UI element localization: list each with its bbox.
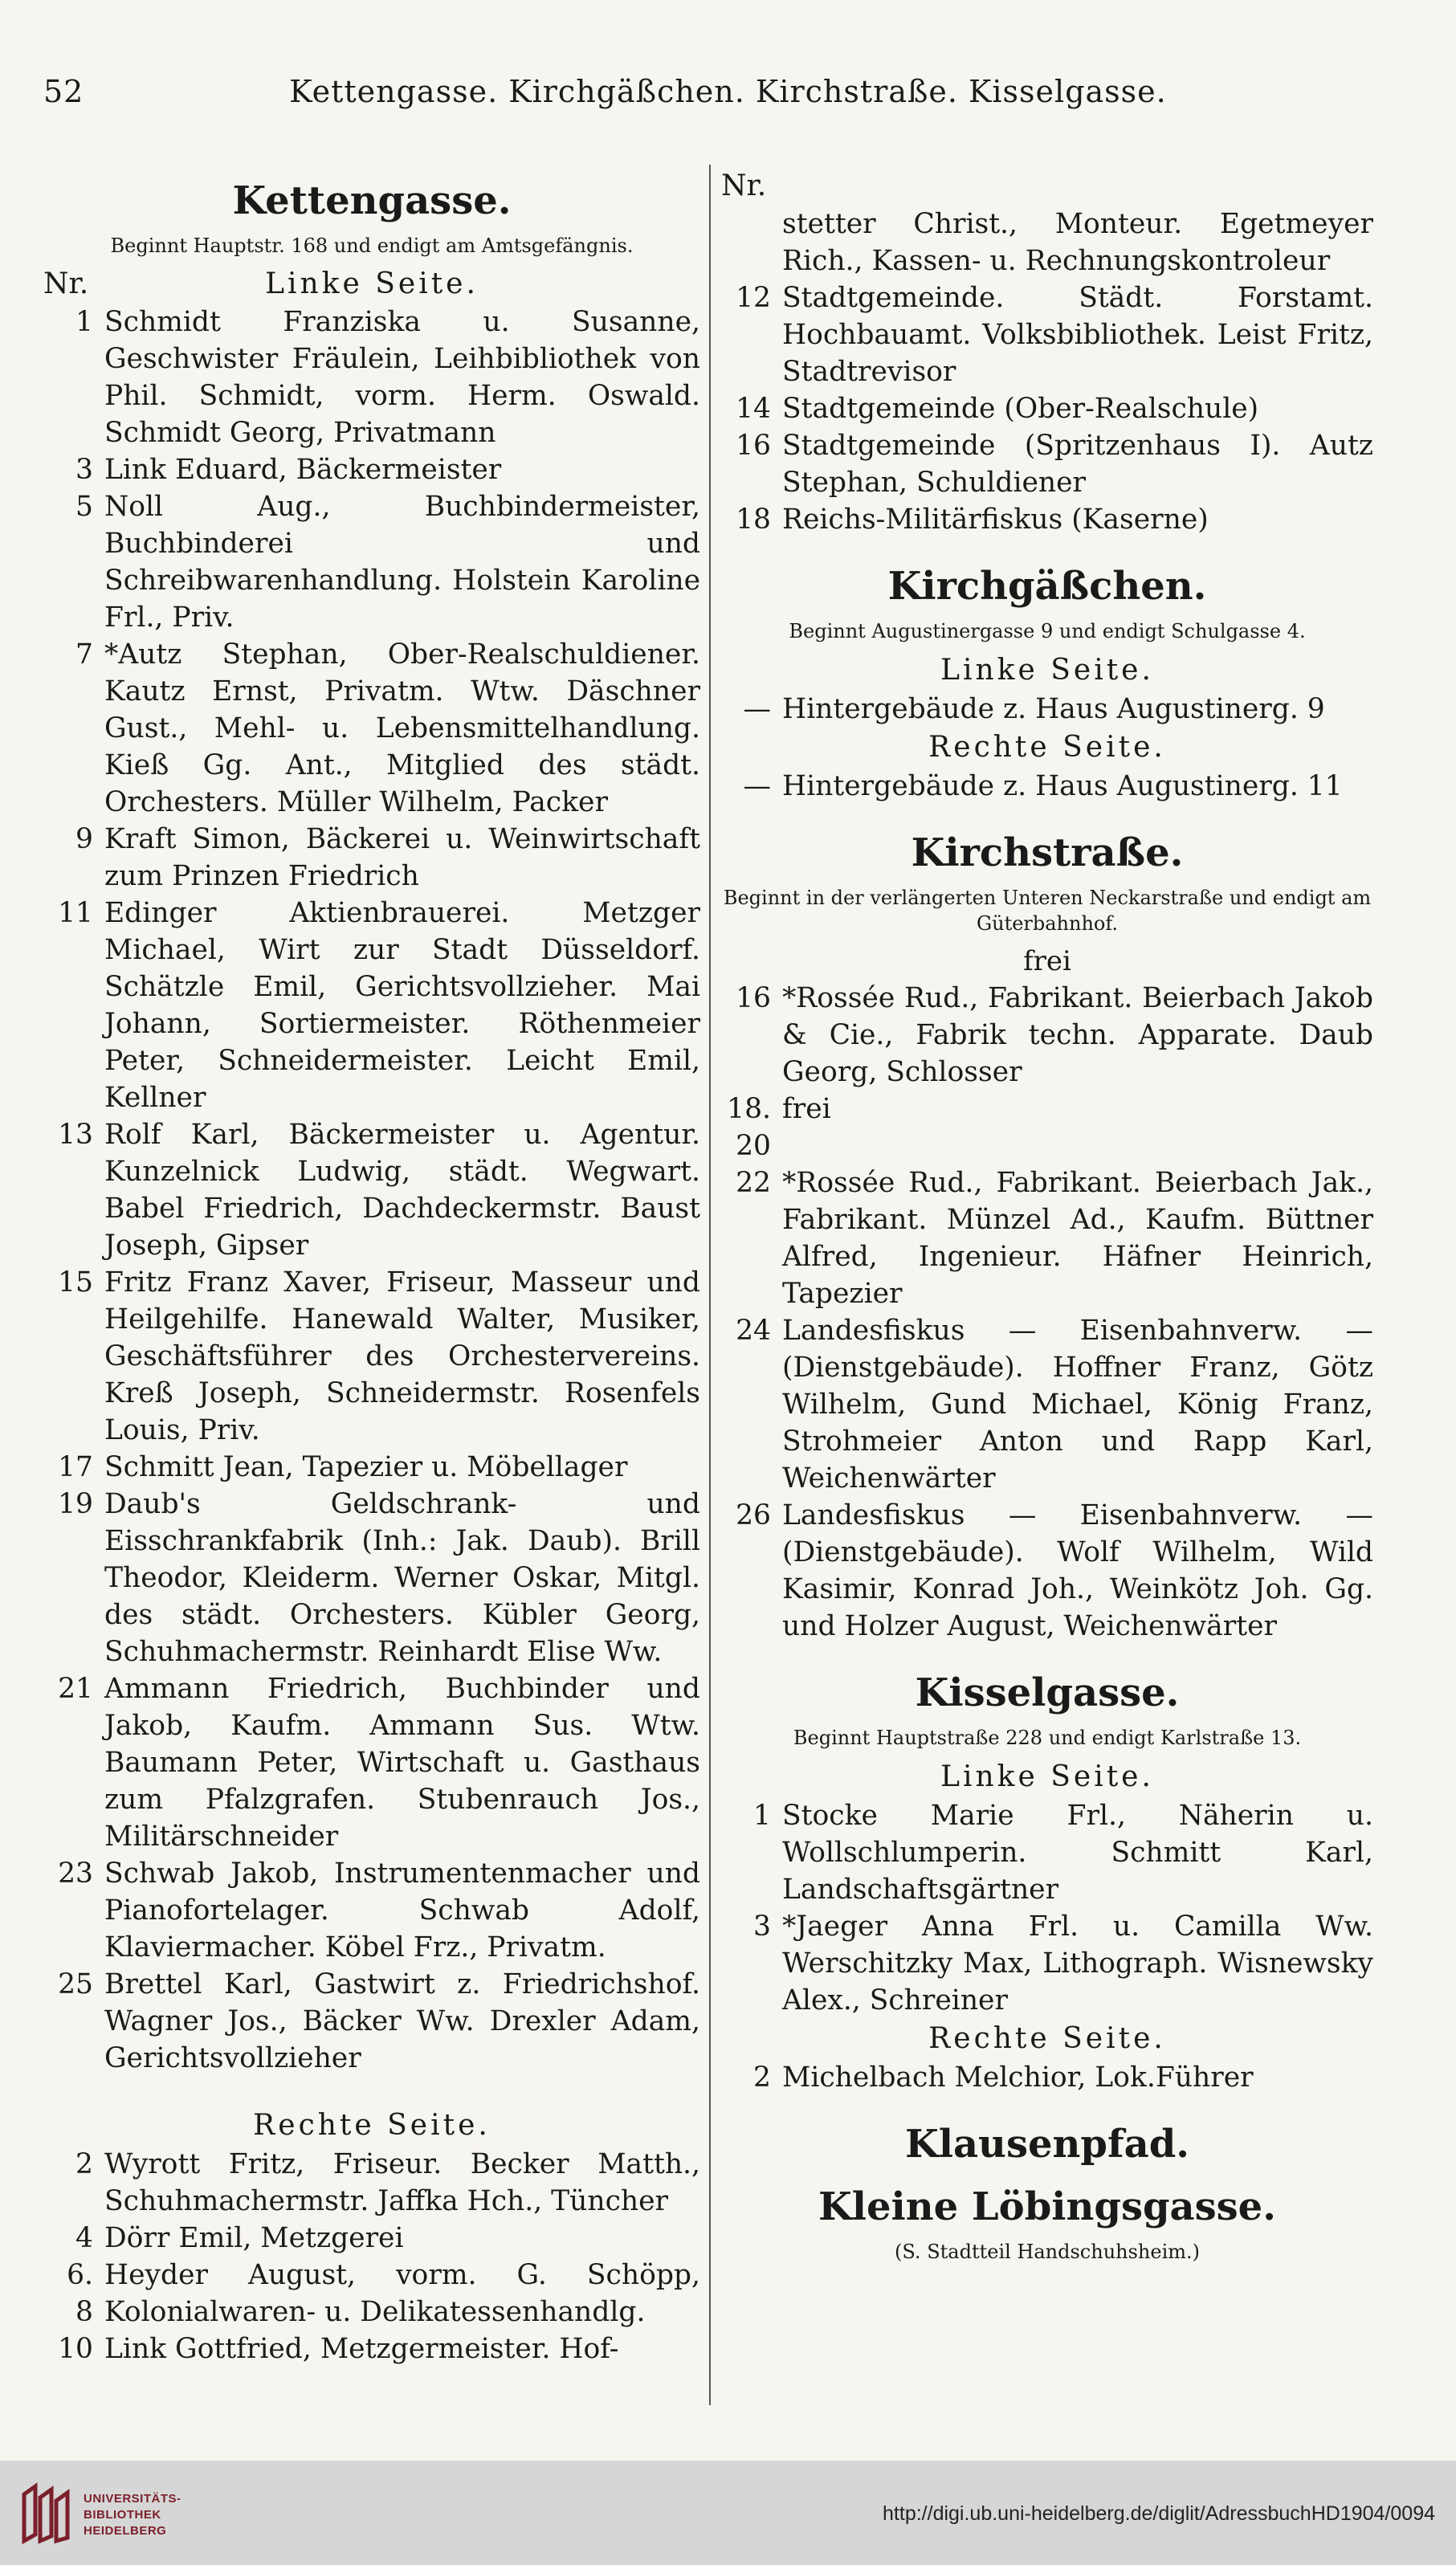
entry-list bbox=[43, 2146, 700, 2367]
list-item bbox=[721, 427, 1373, 501]
library-name-line: UNIVERSITÄTS- bbox=[84, 2492, 181, 2506]
entry-number: 12 bbox=[736, 282, 771, 314]
entry-text: Schmidt Franziska u. Susanne, Geschwister Fräulein, Leihbibliothek von Phil. Schmidt, vorm. Herm. Oswald. Schmidt Georg, Privatmann bbox=[104, 306, 700, 449]
entry-number: 2 bbox=[753, 2061, 771, 2094]
entry-number: 13 bbox=[58, 1119, 93, 1151]
library-name bbox=[84, 2491, 181, 2539]
side-heading-right: Rechte Seite. bbox=[928, 2022, 1166, 2055]
entry-text: Link Gottfried, Metzgermeister. Hof- bbox=[104, 2333, 619, 2365]
list-item bbox=[721, 1091, 1373, 1164]
list-item bbox=[43, 636, 700, 821]
entry-text: frei bbox=[782, 1093, 831, 1125]
list-item bbox=[721, 2059, 1373, 2096]
entry-text: Stadtgemeinde (Spritzenhaus I). Autz Stephan, Schuldiener bbox=[782, 430, 1373, 499]
page-header bbox=[43, 74, 1413, 122]
entry-number: 5 bbox=[75, 491, 93, 523]
entry-text: Edinger Aktienbrauerei. Metzger Michael, Wirt zur Stadt Düsseldorf. Schätzle Emil, Gerichtsvollzieher. Mai Johann, Sortiermeister. Röthenmeier Peter, Schneidermeister. Leicht Emil, Kellner bbox=[104, 897, 700, 1114]
section-title-kirchgaesschen: Kirchgäßchen. bbox=[887, 564, 1207, 609]
entry-list bbox=[721, 980, 1373, 1645]
list-item bbox=[721, 1164, 1373, 1312]
entry-number: 18 bbox=[736, 504, 771, 536]
entry-number: 3 bbox=[75, 454, 93, 486]
library-name-line: HEIDELBERG bbox=[84, 2524, 167, 2538]
footer-bar bbox=[0, 2461, 1456, 2565]
entry-number: 23 bbox=[58, 1857, 93, 1890]
section-title-kettengasse: Kettengasse. bbox=[232, 178, 512, 223]
entry-text: Noll Aug., Buchbindermeister, Buchbinderei und Schreibwarenhandlung. Holstein Karoline Frl., Priv. bbox=[104, 491, 700, 634]
entry-number: 21 bbox=[58, 1673, 93, 1705]
list-item bbox=[721, 1312, 1373, 1497]
list-item bbox=[721, 390, 1373, 427]
section-description: Beginnt Hauptstraße 228 und endigt Karlstraße 13. bbox=[793, 1727, 1302, 1749]
library-name-line: BIBLIOTHEK bbox=[84, 2508, 161, 2522]
entry-text: Kraft Simon, Bäckerei u. Weinwirtschaft zum Prinzen Friedrich bbox=[104, 823, 700, 892]
entry-number: 1 bbox=[75, 306, 93, 338]
section-title-klausenpfad: Klausenpfad. bbox=[905, 2122, 1189, 2167]
entry-number: 16 bbox=[736, 982, 771, 1014]
entry-text: Reichs-Militärfiskus (Kaserne) bbox=[782, 504, 1209, 536]
entry-number: 11 bbox=[58, 897, 93, 929]
list-item bbox=[721, 980, 1373, 1091]
entry-list bbox=[721, 1797, 1373, 2019]
list-item bbox=[43, 451, 700, 488]
list-item bbox=[721, 1908, 1373, 2019]
nr-label: Nr. bbox=[43, 267, 89, 300]
column-head bbox=[43, 265, 700, 304]
list-item bbox=[43, 2331, 700, 2367]
right-column bbox=[721, 167, 1373, 2271]
entry-text: stetter Christ., Monteur. Egetmeyer Rich., Kassen- u. Rechnungskontroleur bbox=[782, 208, 1373, 277]
list-item bbox=[721, 1797, 1373, 1908]
entry-text: Rolf Karl, Bäckermeister u. Agentur. Kunzelnick Ludwig, städt. Wegwart. Babel Friedrich, Dachdeckermstr. Baust Joseph, Gipser bbox=[104, 1119, 700, 1262]
list-item bbox=[43, 304, 700, 451]
entry-text: *Rossée Rud., Fabrikant. Beierbach Jak., Fabrikant. Münzel Ad., Kaufm. Büttner Alfred, Ingenieur. Häfner Heinrich, Tapezier bbox=[782, 1167, 1373, 1310]
running-title: Kettengasse. Kirchgäßchen. Kirchstraße. Kisselgasse. bbox=[289, 74, 1167, 109]
free-note: frei bbox=[1023, 945, 1071, 977]
entry-number: 10 bbox=[58, 2333, 93, 2365]
entry-list bbox=[721, 279, 1373, 538]
entry-number: 16 bbox=[736, 430, 771, 462]
nr-label: Nr. bbox=[721, 169, 767, 202]
list-item bbox=[43, 1486, 700, 1670]
entry-number: 26 bbox=[736, 1499, 771, 1531]
entry-text: Landesfiskus — Eisenbahnverw. — (Dienstgebäude). Hoffner Franz, Götz Wilhelm, Gund Michael, König Franz, Strohmeier Anton und Rapp Karl, Weichenwärter bbox=[782, 1315, 1373, 1495]
side-heading-left: Linke Seite. bbox=[265, 267, 479, 300]
list-item bbox=[43, 2220, 700, 2257]
list-item bbox=[43, 1670, 700, 1855]
section-description: Beginnt Hauptstr. 168 und endigt am Amtsgefängnis. bbox=[110, 234, 634, 257]
section-description: Beginnt Augustinergasse 9 und endigt Schulgasse 4. bbox=[789, 620, 1306, 642]
entry-list bbox=[43, 304, 700, 2077]
entry-number: 22 bbox=[736, 1167, 771, 1199]
entry-text: Ammann Friedrich, Buchbinder und Jakob, Kaufm. Ammann Sus. Wtw. Baumann Peter, Wirtschaft u. Gasthaus zum Pfalzgrafen. Stubenrauch Jos., Militärschneider bbox=[104, 1673, 700, 1853]
list-item bbox=[721, 206, 1373, 279]
entry-text: Schwab Jakob, Instrumentenmacher und Pianofortelager. Schwab Adolf, Klaviermacher. Köbel Frz., Privatm. bbox=[104, 1857, 700, 1964]
entry-number: 15 bbox=[58, 1266, 93, 1299]
side-heading-left: Linke Seite. bbox=[940, 654, 1154, 687]
section-description: (S. Stadtteil Handschuhsheim.) bbox=[894, 2241, 1201, 2263]
entry-number: 9 bbox=[75, 823, 93, 855]
entry-number: — bbox=[743, 770, 771, 802]
list-item bbox=[43, 1116, 700, 1264]
entry-number: 17 bbox=[58, 1451, 93, 1483]
list-item bbox=[43, 895, 700, 1116]
entry-text: Michelbach Melchior, Lok.Führer bbox=[782, 2061, 1254, 2094]
entry-number: 3 bbox=[753, 1910, 771, 1943]
entry-text: Stadtgemeinde (Ober-Realschule) bbox=[782, 393, 1259, 425]
entry-number: 14 bbox=[736, 393, 771, 425]
entry-text: Link Eduard, Bäckermeister bbox=[104, 454, 502, 486]
entry-text: Heyder August, vorm. G. Schöpp, Kolonialwaren- u. Delikatessenhandlg. bbox=[104, 2259, 700, 2328]
entry-number: 7 bbox=[75, 638, 93, 671]
entry-text: Hintergebäude z. Haus Augustinerg. 9 bbox=[782, 693, 1325, 725]
entry-text: Schmitt Jean, Tapezier u. Möbellager bbox=[104, 1451, 628, 1483]
side-heading-right: Rechte Seite. bbox=[928, 731, 1166, 764]
entry-text: Landesfiskus — Eisenbahnverw. — (Dienstgebäude). Wolf Wilhelm, Wild Kasimir, Konrad Joh., Weinkötz Joh. Gg. und Holzer August, Weichenwärter bbox=[782, 1499, 1373, 1642]
left-column bbox=[43, 167, 700, 2367]
side-heading-left: Linke Seite. bbox=[940, 1760, 1154, 1793]
entry-text: *Autz Stephan, Ober-Realschuldiener. Kautz Ernst, Privatm. Wtw. Däschner Gust., Mehl- u. Lebensmittelhandlung. Kieß Gg. Ant., Mitglied des städt. Orchesters. Müller Wilhelm, Packer bbox=[104, 638, 700, 818]
list-item bbox=[43, 821, 700, 895]
entry-number: 19 bbox=[58, 1488, 93, 1520]
section-title-kisselgasse: Kisselgasse. bbox=[915, 1670, 1180, 1715]
entry-list bbox=[721, 2059, 1373, 2096]
source-url-link[interactable]: http://digi.ub.uni-heidelberg.de/diglit/AdressbuchHD1904/0094 bbox=[883, 2502, 1435, 2525]
entry-number: 18. 20 bbox=[727, 1093, 771, 1162]
list-item bbox=[43, 1855, 700, 1966]
entry-text: Daub's Geldschrank- und Eisschrankfabrik (Inh.: Jak. Daub). Brill Theodor, Kleiderm. Werner Oskar, Mitgl. des städt. Orchesters. Kübler Georg, Schuhmachermstr. Reinhardt Elise Ww. bbox=[104, 1488, 700, 1668]
entry-text: *Rossée Rud., Fabrikant. Beierbach Jakob & Cie., Fabrik techn. Apparate. Daub Georg, Schlosser bbox=[782, 982, 1373, 1088]
section-title-kirchstrasse: Kirchstraße. bbox=[911, 830, 1184, 875]
section-description: Beginnt in der verlängerten Unteren Neckarstraße und endigt am Güterbahnhof. bbox=[723, 887, 1372, 935]
entry-text: Brettel Karl, Gastwirt z. Friedrichshof. Wagner Jos., Bäcker Ww. Drexler Adam, Gerichtsvollzieher bbox=[104, 1968, 700, 2074]
list-item bbox=[43, 2257, 700, 2331]
entry-number: — bbox=[743, 693, 771, 725]
library-logo-icon bbox=[16, 2478, 80, 2547]
page-number: 52 bbox=[43, 74, 84, 109]
list-item bbox=[721, 691, 1373, 728]
list-item bbox=[721, 1497, 1373, 1645]
column-divider bbox=[709, 165, 711, 2405]
entry-number: 2 bbox=[75, 2148, 93, 2180]
list-item bbox=[43, 2146, 700, 2220]
list-item bbox=[721, 501, 1373, 538]
list-item bbox=[721, 279, 1373, 390]
entry-number: 24 bbox=[736, 1315, 771, 1347]
entry-text: Dörr Emil, Metzgerei bbox=[104, 2222, 404, 2254]
list-item bbox=[43, 488, 700, 636]
entry-number: 1 bbox=[753, 1800, 771, 1832]
entry-text: Stocke Marie Frl., Näherin u. Wollschlumperin. Schmitt Karl, Landschaftsgärtner bbox=[782, 1800, 1373, 1906]
list-item bbox=[721, 768, 1373, 805]
entry-number: 4 bbox=[75, 2222, 93, 2254]
entry-number: 25 bbox=[58, 1968, 93, 2000]
entry-number: 6. 8 bbox=[67, 2259, 93, 2328]
entry-text: Fritz Franz Xaver, Friseur, Masseur und Heilgehilfe. Hanewald Walter, Musiker, Geschäftsführer des Orchestervereins. Kreß Joseph, Schneidermstr. Rosenfels Louis, Priv. bbox=[104, 1266, 700, 1446]
list-item bbox=[43, 1449, 700, 1486]
entry-text: Hintergebäude z. Haus Augustinerg. 11 bbox=[782, 770, 1343, 802]
entry-text: Wyrott Fritz, Friseur. Becker Matth., Schuhmachermstr. Jaffka Hch., Tüncher bbox=[104, 2148, 700, 2217]
entry-text: *Jaeger Anna Frl. u. Camilla Ww. Werschitzky Max, Lithograph. Wisnewsky Alex., Schreiner bbox=[782, 1910, 1373, 2017]
section-title-kleine-loebingsgasse: Kleine Löbingsgasse. bbox=[818, 2184, 1276, 2229]
entry-text: Stadtgemeinde. Städt. Forstamt. Hochbauamt. Volksbibliothek. Leist Fritz, Stadtrevisor bbox=[782, 282, 1373, 388]
list-item bbox=[43, 1264, 700, 1449]
list-item bbox=[43, 1966, 700, 2077]
side-heading-right: Rechte Seite. bbox=[253, 2109, 491, 2142]
